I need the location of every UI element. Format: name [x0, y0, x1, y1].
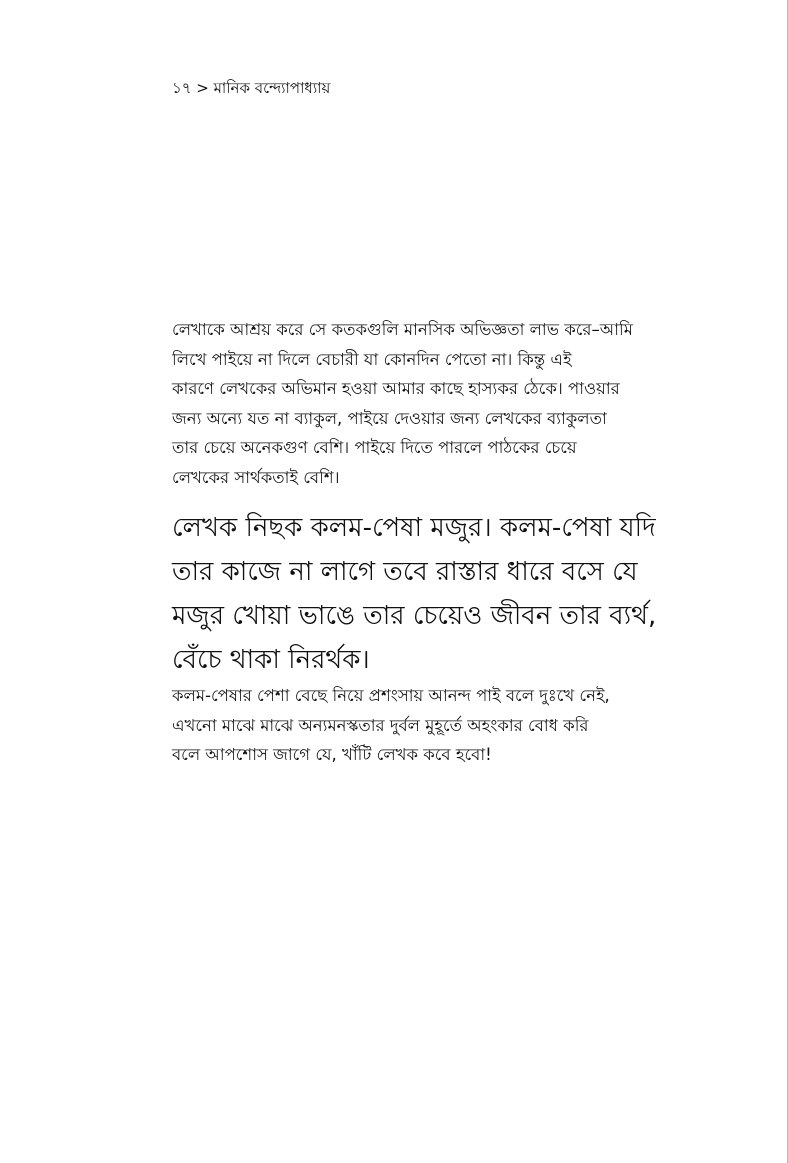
- text-line: লেখকের সার্থকতাই বেশি।: [172, 467, 340, 487]
- pull-quote: [172, 506, 712, 682]
- paragraph-3: [172, 681, 712, 770]
- text-line: এখনো মাঝে মাঝে অন্যমনস্কতার দুর্বল মুহূর্তে অহংকার বোধ করি: [172, 715, 589, 735]
- text-line: বলে আপশোস জাগে যে, খাঁটি লেখক কবে হবো!: [172, 745, 492, 764]
- text-line: লেখাকে আশ্রয় করে সে কতকগুলি মানসিক অভিজ্ঞতা লাভ করে–আমি: [172, 320, 633, 339]
- text-line: লিখে পাইয়ে না দিলে বেচারী যা কোনদিন পেতো না। কিন্তু এই: [172, 349, 572, 369]
- text-line: কলম-পেষার পেশা বেছে নিয়ে প্রশংসায় আনন্দ পাই বলে দুঃখে নেই,: [172, 686, 610, 705]
- text-line: তার চেয়ে অনেকগুণ বেশি। পাইয়ে দিতে পারলে পাঠকের চেয়ে: [172, 438, 577, 457]
- quote-line: মজুর খোয়া ভাঙে তার চেয়েও জীবন তার ব্যর্থ,: [172, 601, 657, 631]
- quote-line: লেখক নিছক কলম-পেষা মজুর। কলম-পেষা যদি: [172, 513, 656, 543]
- paragraph-1: [172, 315, 712, 492]
- quote-line: তার কাজে না লাগে তবে রাস্তার ধারে বসে যে: [172, 557, 638, 587]
- quote-line: বেঁচে থাকা নিরর্থক।: [172, 645, 370, 675]
- text-line: কারণে লেখকের অভিমান হওয়া আমার কাছে হাস্যকর ঠেকে। পাওয়ার: [172, 379, 620, 398]
- running-head: ১৭ > মানিক বন্দ্যোপাধ্যায়: [172, 79, 331, 97]
- text-line: জন্য অন্যে যত না ব্যাকুল, পাইয়ে দেওয়ার জন্য লেখকের ব্যাকুলতা: [172, 408, 607, 428]
